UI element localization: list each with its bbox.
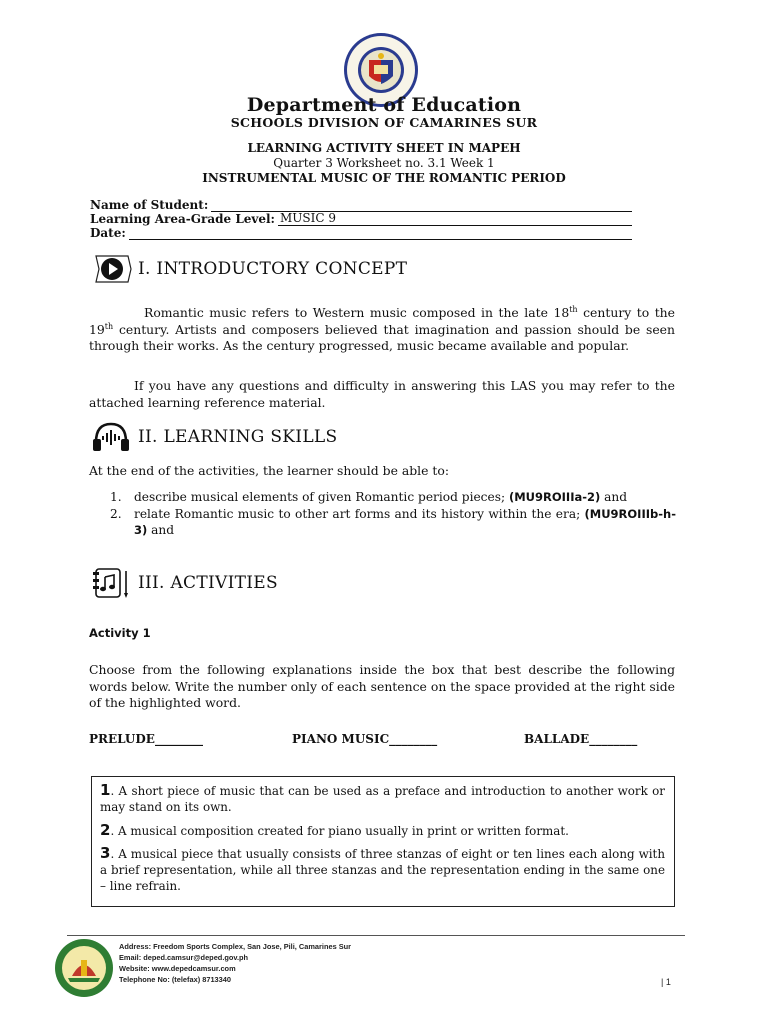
music-sheet-icon [90, 565, 132, 601]
section-skills-title: II. LEARNING SKILLS [138, 427, 338, 447]
activity-label: Activity 1 [89, 626, 151, 640]
date-blank-line[interactable] [129, 228, 632, 240]
option-item: 3. A musical piece that usually consists of three stanzas of eight or ten lines each along with a brief representation, while all three stanzas and the representation ending in the same one – line refrain. [100, 844, 665, 893]
department-title: Department of Education [246, 94, 522, 116]
topic-title: INSTRUMENTAL MUSIC OF THE ROMANTIC PERIOD [202, 171, 566, 185]
page-number: | 1 [661, 977, 671, 987]
reference-paragraph: If you have any questions and difficulty in answering this LAS you may refer to the attached learning reference material. [89, 378, 675, 410]
area-field [90, 212, 632, 226]
footer-address: Address: Freedom Sports Complex, San Jose, Pili, Camarines Sur [119, 942, 352, 951]
option-item: 2. A musical composition created for piano usually in print or written format. [100, 821, 569, 839]
area-value: MUSIC 9 [278, 212, 632, 226]
date-field[interactable] [90, 226, 632, 240]
skills-list [110, 489, 676, 539]
date-label: Date: [90, 226, 126, 240]
footer-contact [119, 941, 351, 985]
area-label: Learning Area-Grade Level: [90, 212, 275, 226]
section-skills-head [90, 420, 337, 454]
name-field[interactable] [90, 198, 632, 212]
section-introductory-title: I. INTRODUCTORY CONCEPT [138, 259, 408, 279]
section-activities-head [90, 565, 278, 601]
list-item: 2. relate Romantic music to other art forms and its history within the era; (MU9ROIIIb-h-3) and [110, 506, 676, 537]
ballade-blank[interactable]: BALLADE________ [524, 732, 638, 746]
footer-email[interactable]: Email: deped.camsur@deped.gov.ph [119, 953, 249, 962]
quarter-subtitle: Quarter 3 Worksheet no. 3.1 Week 1 [273, 156, 495, 170]
activity-instructions: Choose from the following explanations inside the box that best describe the following words below. Write the number only of each sentence on the space provided at the right side of the highlighted word. [89, 662, 675, 710]
prelude-blank[interactable]: PRELUDE________ [89, 732, 203, 746]
play-icon [90, 254, 132, 284]
section-introductory-head [90, 254, 407, 284]
name-blank-line[interactable] [211, 200, 632, 212]
name-label: Name of Student: [90, 198, 209, 212]
footer-phone: Telephone No: (telefax) 8713340 [119, 975, 231, 984]
footer-divider [67, 935, 685, 936]
division-seal-logo [54, 938, 114, 998]
list-item: 1. describe musical elements of given Romantic period pieces; (MU9ROIIIa-2) and [110, 490, 628, 504]
las-title: LEARNING ACTIVITY SHEET IN MAPEH [247, 141, 521, 155]
headphones-icon [90, 420, 132, 454]
option-item: 1. A short piece of music that can be used as a preface and introduction to another work or may stand on its own. [100, 781, 665, 814]
piano-music-blank[interactable]: PIANO MUSIC________ [292, 732, 438, 746]
section-activities-title: III. ACTIVITIES [138, 573, 278, 593]
footer-website[interactable]: Website: www.depedcamsur.com [119, 964, 236, 973]
intro-paragraph: Romantic music refers to Western music composed in the late 18th century to the 19th century. Artists and composers believed that imagination and passion should be seen through their works. As the century progressed, music became available and popular. [89, 304, 675, 353]
skills-intro: At the end of the activities, the learner should be able to: [89, 463, 450, 478]
division-title: SCHOOLS DIVISION OF CAMARINES SUR [230, 115, 538, 130]
